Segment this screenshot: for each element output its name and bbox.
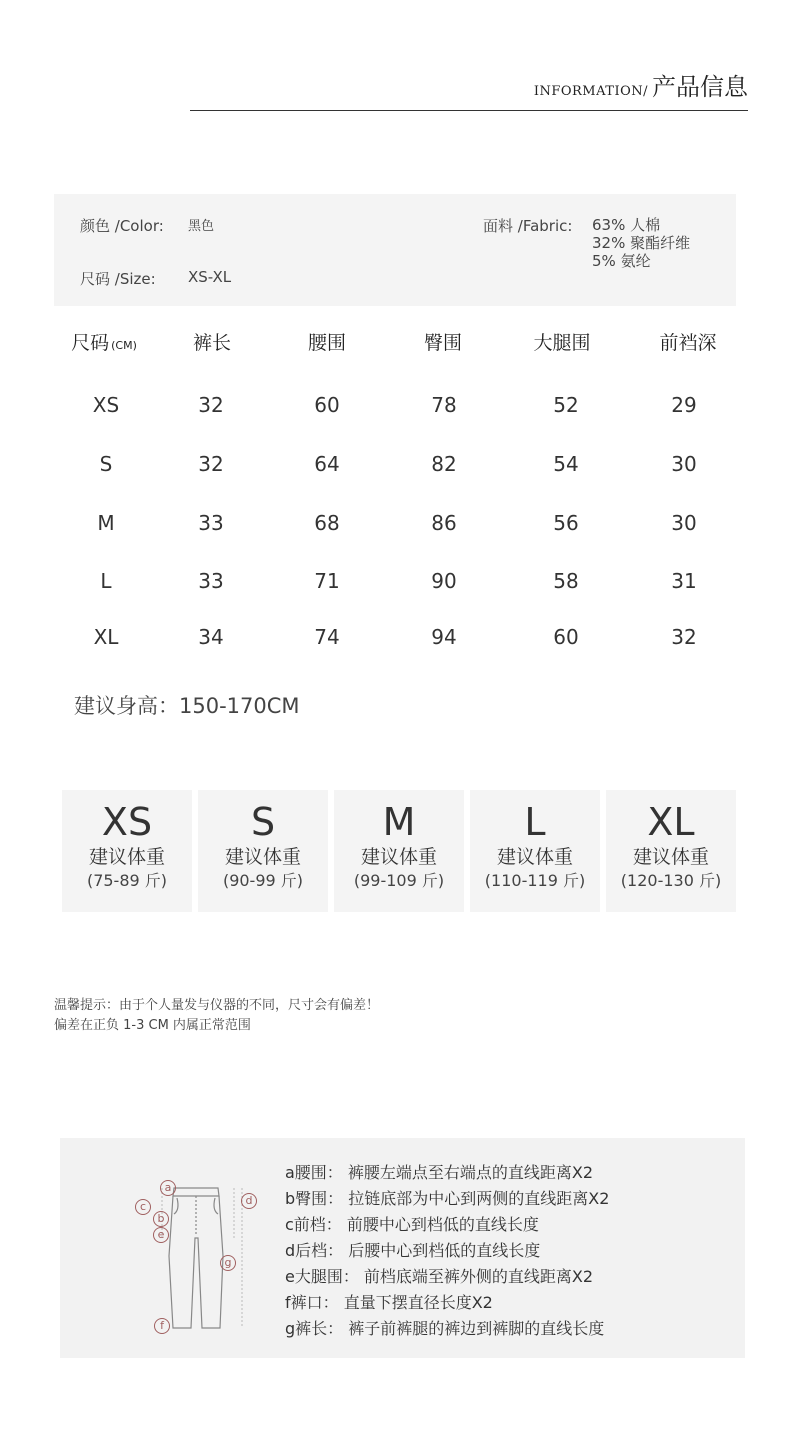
- weight-card-xl: [606, 790, 736, 912]
- table-cell: 32: [671, 625, 697, 649]
- tip-line: 温馨提示：由于个人量发与仪器的不同，尺寸会有偏差！: [54, 998, 380, 1013]
- table-cell: 64: [314, 452, 340, 476]
- guide-item-b: b臀围： 拉链底部为中心到两侧的直线距离X2: [285, 1189, 610, 1208]
- table-cell: 31: [671, 569, 697, 593]
- table-cell: 71: [314, 569, 340, 593]
- table-cell: 86: [431, 511, 457, 535]
- table-cell: 34: [198, 625, 224, 649]
- table-cell: 30: [671, 452, 697, 476]
- table-header-waist: 腰围: [307, 332, 347, 354]
- table-cell-size: XL: [93, 625, 119, 649]
- marker-b: b: [153, 1211, 169, 1227]
- guide-item-e: e大腿围： 前档底端至裤外侧的直线距离X2: [285, 1267, 594, 1286]
- size-value: XS-XL: [188, 268, 232, 286]
- weight-card-range: (110-119 斤): [484, 871, 586, 890]
- guide-item-c: c前档： 前腰中心到档低的直线长度: [285, 1215, 539, 1234]
- table-header-hip: 臀围: [423, 332, 463, 354]
- weight-card-size: S: [250, 800, 276, 844]
- table-cell: 74: [314, 625, 340, 649]
- table-header-front-rise: 前裆深: [659, 332, 717, 354]
- table-cell: 82: [431, 452, 457, 476]
- weight-card-label: 建议体重: [632, 846, 709, 868]
- header-title-cn: 产品信息: [652, 73, 748, 101]
- table-cell: 56: [553, 511, 579, 535]
- guide-item-a: a腰围： 裤腰左端点至右端点的直线距离X2: [285, 1163, 594, 1182]
- table-cell: 60: [553, 625, 579, 649]
- table-cell: 32: [198, 393, 224, 417]
- section-header: [190, 68, 748, 111]
- weight-cards: [62, 790, 738, 912]
- weight-card-size: M: [382, 800, 416, 844]
- weight-card-label: 建议体重: [224, 846, 301, 868]
- weight-card-xs: [62, 790, 192, 912]
- table-cell: 94: [431, 625, 457, 649]
- weight-card-range: (99-109 斤): [353, 871, 445, 890]
- weight-card-m: [334, 790, 464, 912]
- table-cell: 58: [553, 569, 579, 593]
- fabric-composition: [592, 216, 690, 270]
- table-cell-size: XS: [92, 393, 120, 417]
- measurement-tip: [54, 996, 379, 1036]
- weight-card-label: 建议体重: [88, 846, 165, 868]
- table-cell: 32: [198, 452, 224, 476]
- table-cell-size: S: [99, 452, 113, 476]
- guide-item-f: f裤口： 直量下摆直径长度X2: [285, 1293, 493, 1312]
- header-title-en: INFORMATION/: [533, 84, 648, 99]
- table-cell: 29: [671, 393, 697, 417]
- table-cell: 30: [671, 511, 697, 535]
- table-cell-size: L: [100, 569, 112, 593]
- tip-line: 偏差在正负 1-3 CM 内属正常范围: [54, 1018, 251, 1033]
- fabric-line: 63% 人棉: [592, 216, 661, 234]
- table-header-length: 裤长: [192, 332, 232, 354]
- marker-e: e: [153, 1227, 169, 1243]
- weight-card-range: (120-130 斤): [620, 871, 722, 890]
- table-cell: 54: [553, 452, 579, 476]
- weight-card-s: [198, 790, 328, 912]
- weight-card-size: XS: [101, 800, 153, 844]
- weight-card-range: (75-89 斤): [86, 871, 168, 890]
- table-cell: 68: [314, 511, 340, 535]
- marker-f: f: [154, 1318, 170, 1334]
- table-cell: 33: [198, 511, 224, 535]
- table-cell: 60: [314, 393, 340, 417]
- table-unit: (CM): [111, 339, 137, 352]
- color-label: 颜色 /Color:: [80, 217, 164, 235]
- table-header-thigh: 大腿围: [533, 332, 591, 354]
- fabric-label: 面料 /Fabric:: [483, 217, 573, 235]
- marker-a: a: [160, 1180, 176, 1196]
- size-label: 尺码 /Size:: [80, 270, 156, 288]
- guide-item-d: d后档： 后腰中心到档低的直线长度: [285, 1241, 541, 1260]
- marker-g: g: [220, 1255, 236, 1271]
- table-cell: 52: [553, 393, 579, 417]
- measurement-guide: [60, 1138, 745, 1358]
- weight-card-range: (90-99 斤): [222, 871, 304, 890]
- weight-card-size: L: [524, 800, 546, 844]
- weight-card-label: 建议体重: [360, 846, 437, 868]
- guide-definitions: [285, 1160, 609, 1342]
- guide-item-g: g裤长： 裤子前裤腿的裤边到裤脚的直线长度: [285, 1319, 605, 1338]
- table-cell: 78: [431, 393, 457, 417]
- header-title: [534, 67, 748, 102]
- suggested-height: 建议身高：150-170CM: [74, 694, 300, 718]
- table-cell: 33: [198, 569, 224, 593]
- product-info-box: [54, 194, 736, 306]
- marker-d: d: [241, 1193, 257, 1209]
- table-header-size: 尺码 (CM): [71, 332, 137, 354]
- weight-card-label: 建议体重: [496, 846, 573, 868]
- weight-card-l: [470, 790, 600, 912]
- weight-card-size: XL: [647, 800, 695, 844]
- table-cell: 90: [431, 569, 457, 593]
- table-cell-size: M: [97, 511, 115, 535]
- color-value: 黑色: [188, 219, 215, 234]
- fabric-line: 5% 氨纶: [592, 252, 651, 270]
- marker-c: c: [135, 1199, 151, 1215]
- fabric-line: 32% 聚酯纤维: [592, 234, 691, 252]
